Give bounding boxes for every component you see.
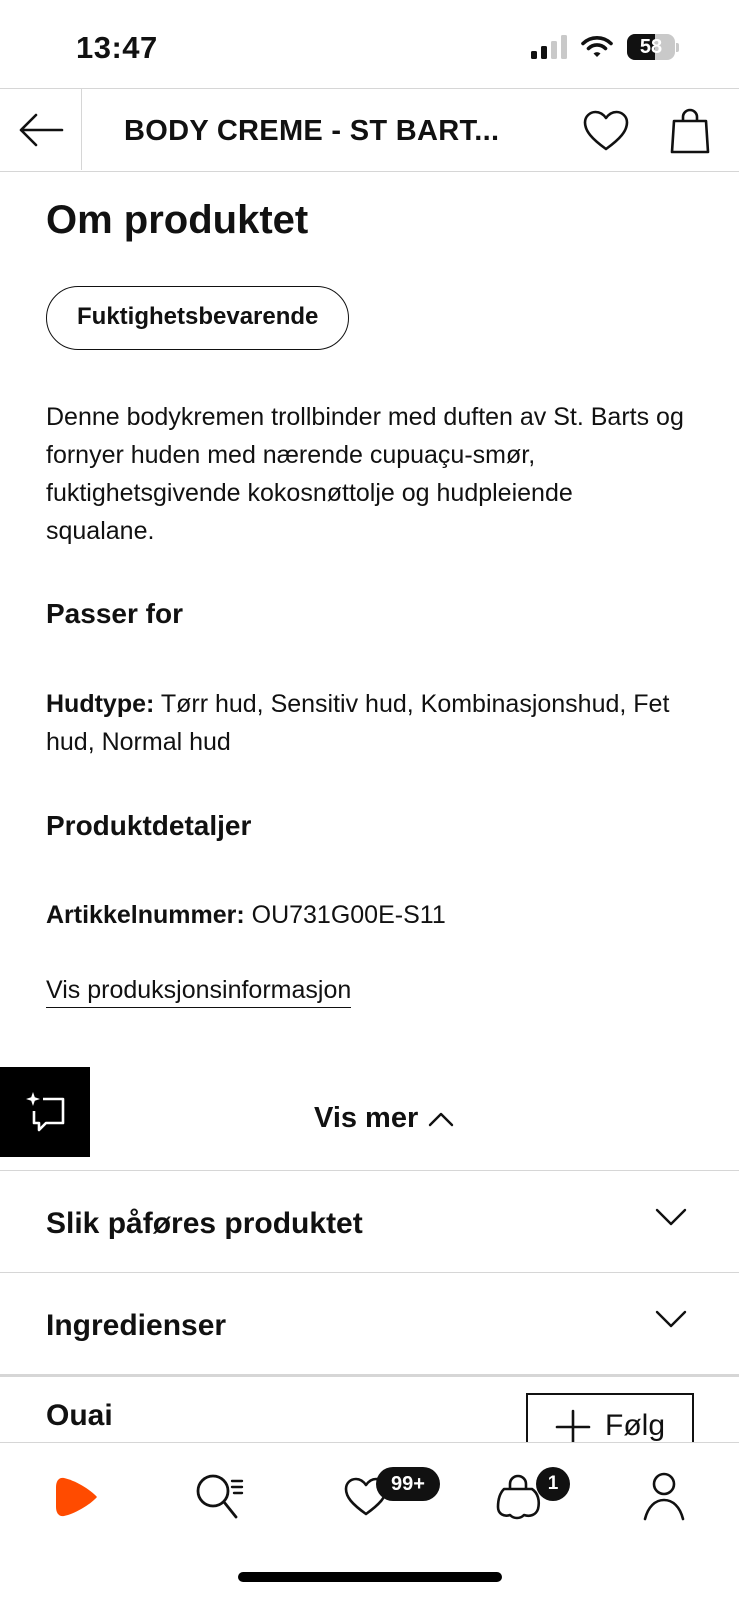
status-time: 13:47: [76, 30, 158, 65]
back-button[interactable]: [0, 89, 82, 170]
accordion-label: Ingredienser: [46, 1309, 227, 1342]
home-indicator: [238, 1572, 502, 1582]
article-number-label: Artikkelnummer:: [46, 901, 245, 929]
accordion-label: Slik påføres produktet: [46, 1207, 363, 1240]
chevron-down-icon: [655, 1309, 687, 1329]
page-title: BODY CREME - ST BART...: [124, 115, 500, 147]
article-number-row: [46, 896, 686, 934]
follow-label: Følg: [605, 1409, 665, 1442]
section-title: Om produktet: [46, 198, 309, 242]
moisturizing-chip[interactable]: Fuktighetsbevarende: [46, 286, 349, 350]
tab-home[interactable]: [46, 1467, 106, 1527]
wishlist-count-badge: 99+: [376, 1467, 440, 1501]
skin-type-row: [46, 685, 686, 761]
accordion-application[interactable]: [0, 1170, 739, 1272]
wifi-icon: [581, 35, 613, 59]
shopping-bag-button[interactable]: [666, 107, 714, 155]
tab-profile[interactable]: [634, 1467, 694, 1527]
status-bar: [0, 0, 739, 90]
show-less-label: Vis mer: [314, 1102, 419, 1134]
plus-icon: [555, 1409, 591, 1442]
production-info-link[interactable]: Vis produksjonsinformasjon: [46, 976, 351, 1008]
skin-type-value: Tørr hud, Sensitiv hud, Kombinasjonshud, Fet hud, Normal hud: [46, 690, 670, 756]
profile-icon: [642, 1472, 686, 1522]
article-number-value: OU731G00E-S11: [251, 901, 446, 929]
cart-count-badge: 1: [536, 1467, 570, 1501]
show-less-toggle[interactable]: [314, 1102, 454, 1135]
battery-percentage: 58: [639, 36, 663, 58]
battery-icon: [627, 34, 679, 60]
product-details-heading: Produktdetaljer: [46, 810, 252, 841]
follow-brand-button[interactable]: [526, 1393, 694, 1442]
shopping-bag-icon: [494, 1473, 542, 1521]
chevron-down-icon: [655, 1207, 687, 1227]
brand-row: [0, 1374, 739, 1442]
brand-name[interactable]: Ouai: [46, 1399, 113, 1432]
shopping-bag-icon: [670, 108, 710, 154]
cellular-signal-icon: [531, 35, 567, 59]
skin-type-label: Hudtype:: [46, 690, 155, 718]
suits-heading: Passer for: [46, 598, 183, 629]
product-header: [0, 88, 739, 172]
search-icon: [194, 1472, 246, 1522]
accordion-ingredients[interactable]: [0, 1272, 739, 1374]
tab-search[interactable]: [190, 1467, 250, 1527]
chevron-up-icon: [428, 1111, 454, 1127]
status-icons: [531, 34, 679, 60]
heart-icon: [583, 110, 629, 152]
ai-assistant-button[interactable]: [0, 1067, 90, 1157]
sparkle-chat-icon: [23, 1090, 67, 1134]
back-arrow-icon: [18, 113, 64, 147]
product-description: Denne bodykremen trollbinder med duften av St. Barts og fornyer huden med nærende cupuaçu-smør, fuktighetsgivende kokosnøttolje og hudpleiende squalane.: [46, 403, 684, 545]
zalando-logo-icon: [52, 1475, 100, 1519]
wishlist-button[interactable]: [582, 107, 630, 155]
